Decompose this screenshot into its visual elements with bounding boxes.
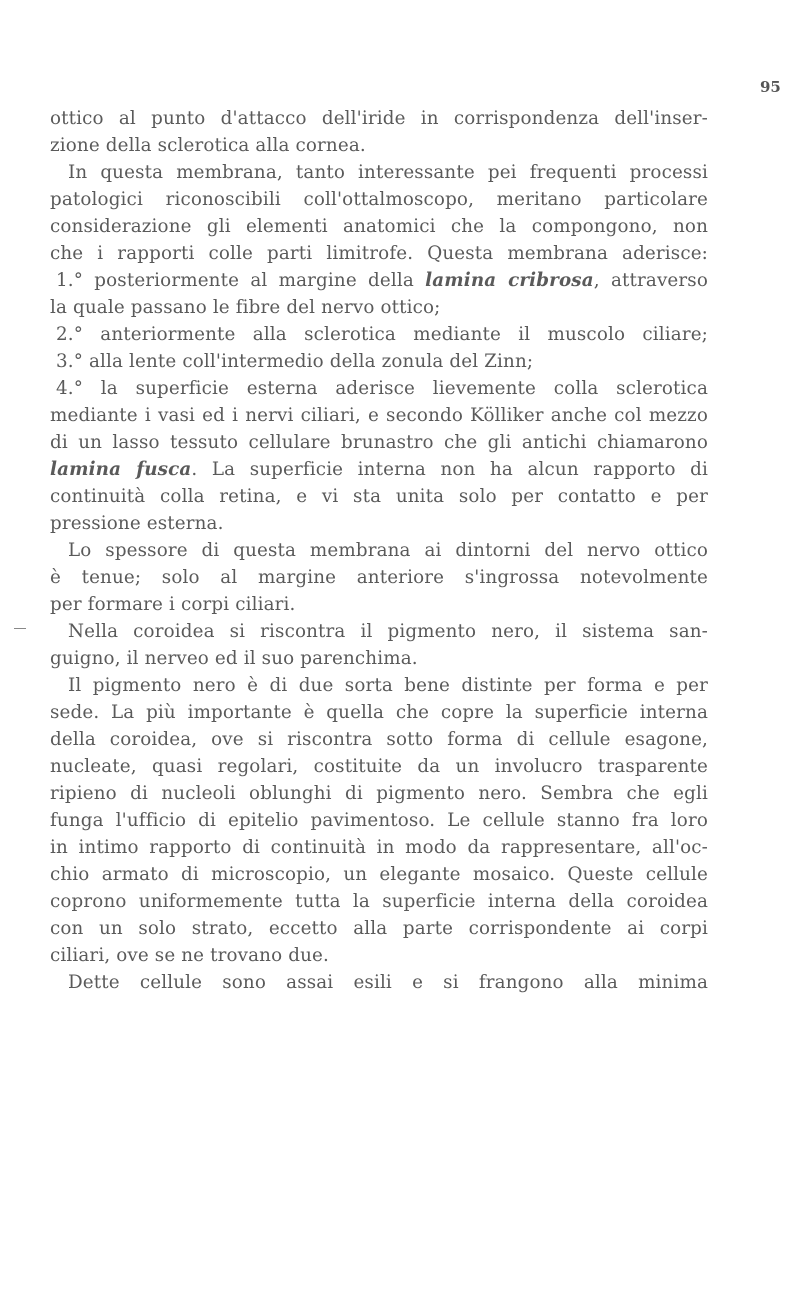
text-line: 2.° anteriormente alla sclerotica mediante il muscolo ciliare; bbox=[56, 324, 708, 345]
text-line: Nella coroidea si riscontra il pigmento nero, il sistema san- bbox=[68, 621, 708, 642]
page-number: 95 bbox=[760, 78, 781, 96]
text-line: per formare i corpi ciliari. bbox=[50, 594, 296, 615]
text-line: in intimo rapporto di continuità in modo da rappresentare, all'oc- bbox=[50, 837, 708, 858]
text-line: nucleate, quasi regolari, costituite da un involucro trasparente bbox=[50, 756, 708, 777]
text-line: la quale passano le fibre del nervo ottico; bbox=[50, 297, 441, 318]
text-run: . La superficie interna non ha alcun rapporto di bbox=[191, 459, 708, 480]
italic-term: lamina cribrosa bbox=[425, 270, 594, 291]
text-line: 4.° la superficie esterna aderisce lievemente colla sclerotica bbox=[56, 378, 708, 399]
text-line: che i rapporti colle parti limitrofe. Questa membrana aderisce: bbox=[50, 243, 708, 264]
text-line: chio armato di microscopio, un elegante mosaico. Queste cellule bbox=[50, 864, 708, 885]
italic-term: lamina fusca bbox=[50, 459, 192, 480]
text-line: Il pigmento nero è di due sorta bene distinte per forma e per bbox=[68, 675, 708, 696]
text-line: è tenue; solo al margine anteriore s'ingrossa notevolmente bbox=[50, 567, 708, 588]
text-line: ottico al punto d'attacco dell'iride in corrispondenza dell'inser- bbox=[50, 108, 708, 129]
text-line: patologici riconoscibili coll'ottalmoscopo, meritano particolare bbox=[50, 189, 708, 210]
text-line bbox=[56, 268, 708, 293]
text-line: guigno, il nerveo ed il suo parenchima. bbox=[50, 648, 418, 669]
text-line bbox=[50, 457, 708, 482]
margin-mark bbox=[14, 628, 26, 629]
text-line: 3.° alla lente coll'intermedio della zonula del Zinn; bbox=[56, 351, 534, 372]
text-line: considerazione gli elementi anatomici che la compongono, non bbox=[50, 216, 708, 237]
text-line: mediante i vasi ed i nervi ciliari, e secondo Kölliker anche col mezzo bbox=[50, 405, 708, 426]
text-line: Lo spessore di questa membrana ai dintorni del nervo ottico bbox=[68, 540, 708, 561]
text-line: Dette cellule sono assai esili e si frangono alla minima bbox=[68, 972, 708, 993]
text-line: ciliari, ove se ne trovano due. bbox=[50, 945, 329, 966]
text-line: continuità colla retina, e vi sta unita solo per contatto e per bbox=[50, 486, 708, 507]
text-line: della coroidea, ove si riscontra sotto forma di cellule esagone, bbox=[50, 729, 708, 750]
text-line: coprono uniformemente tutta la superficie interna della coroidea bbox=[50, 891, 708, 912]
text-line: In questa membrana, tanto interessante pei frequenti processi bbox=[68, 162, 708, 183]
text-run: 1.° posteriormente al margine della bbox=[56, 270, 426, 291]
text-line: sede. La più importante è quella che copre la superficie interna bbox=[50, 702, 708, 723]
text-line: con un solo strato, eccetto alla parte corrispondente ai corpi bbox=[50, 918, 708, 939]
text-line: di un lasso tessuto cellulare brunastro che gli antichi chiamarono bbox=[50, 432, 708, 453]
text-line: ripieno di nucleoli oblunghi di pigmento nero. Sembra che egli bbox=[50, 783, 708, 804]
text-line: funga l'ufficio di epitelio pavimentoso. Le cellule stanno fra loro bbox=[50, 810, 708, 831]
text-line: zione della sclerotica alla cornea. bbox=[50, 135, 366, 156]
text-run: , attraverso bbox=[593, 270, 708, 291]
text-line: pressione esterna. bbox=[50, 513, 224, 534]
